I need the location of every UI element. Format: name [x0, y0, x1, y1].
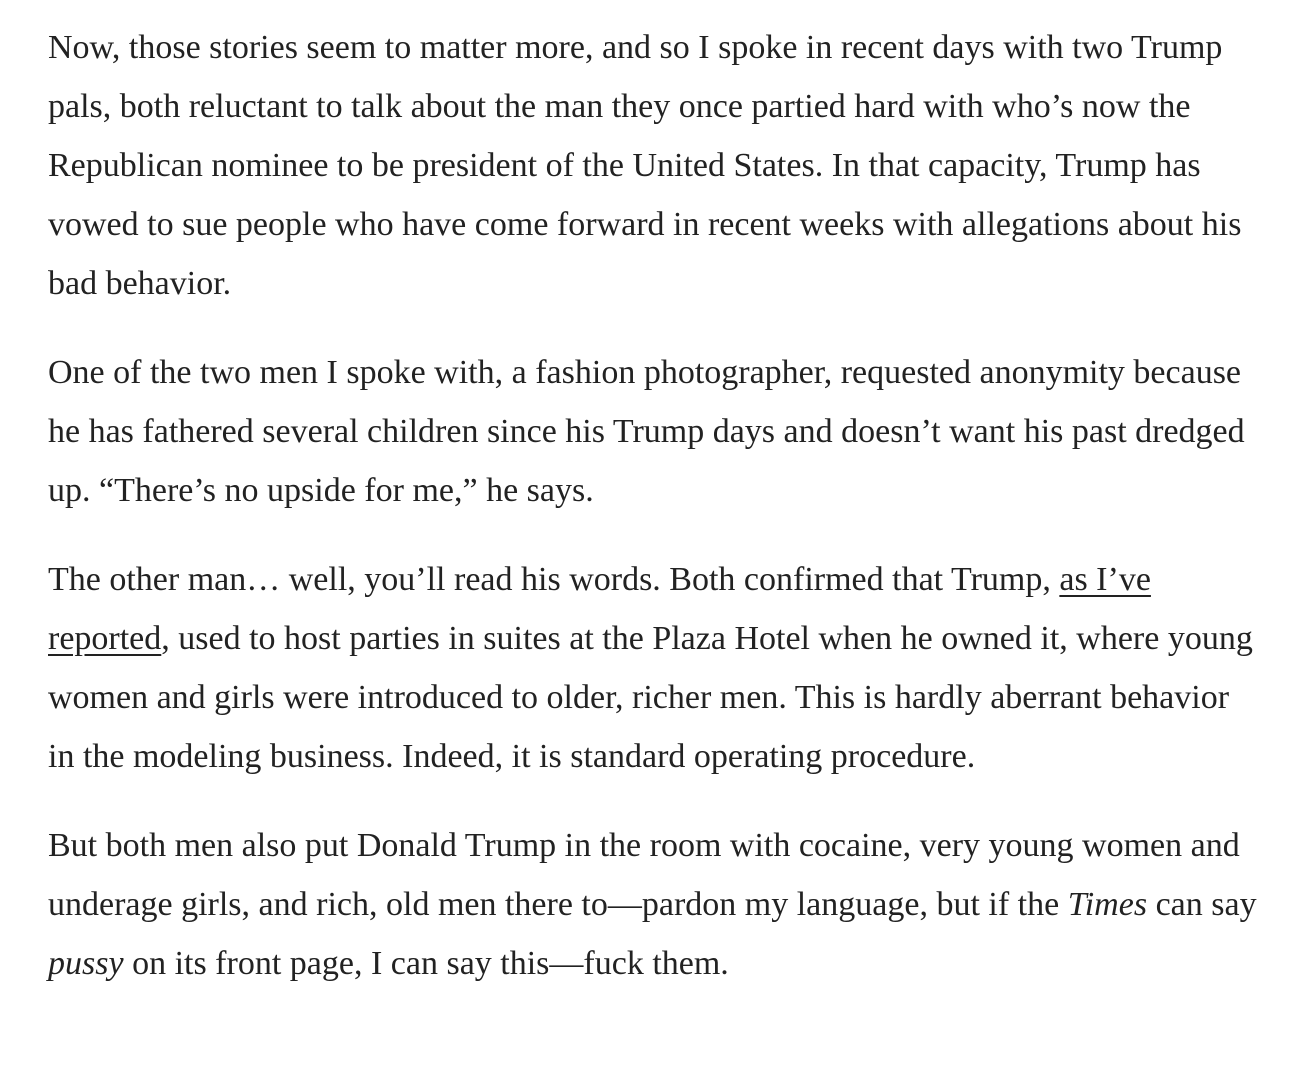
paragraph-3 — [48, 550, 1258, 786]
paragraph-4-part-1: But both men also put Donald Trump in the room with cocaine, very young women and underage girls, and rich, old men there to—pardon my language, but if the — [48, 827, 1240, 923]
italic-word: pussy — [48, 945, 124, 982]
article-body — [48, 18, 1258, 1023]
paragraph-4-part-3: on its front page, I can say this—fuck them. — [123, 945, 729, 982]
paragraph-4 — [48, 816, 1258, 993]
paragraph-3-text-before-link: The other man… well, you’ll read his words. Both confirmed that Trump, — [48, 561, 1060, 598]
paragraph-1: Now, those stories seem to matter more, and so I spoke in recent days with two Trump pals, both reluctant to talk about the man they once partied hard with who’s now the Republican nominee to be president of the United States. In that capacity, Trump has vowed to sue people who have come forward in recent weeks with allegations about his bad behavior. — [48, 29, 1242, 302]
paragraph-4-part-2: can say — [1147, 886, 1257, 923]
paragraph-2: One of the two men I spoke with, a fashion photographer, requested anonymity because he has fathered several children since his Trump days and doesn’t want his past dredged up. “There’s no upside for me,” he says. — [48, 354, 1245, 509]
paragraph-3-text-after-link: , used to host parties in suites at the Plaza Hotel when he owned it, where young women and girls were introduced to older, richer men. This is hardly aberrant behavior in the modeling business. Indeed, it is standard operating procedure. — [48, 620, 1253, 775]
times-italic: Times — [1067, 886, 1148, 923]
reported-link[interactable]: as I’ve reported — [48, 561, 1151, 657]
